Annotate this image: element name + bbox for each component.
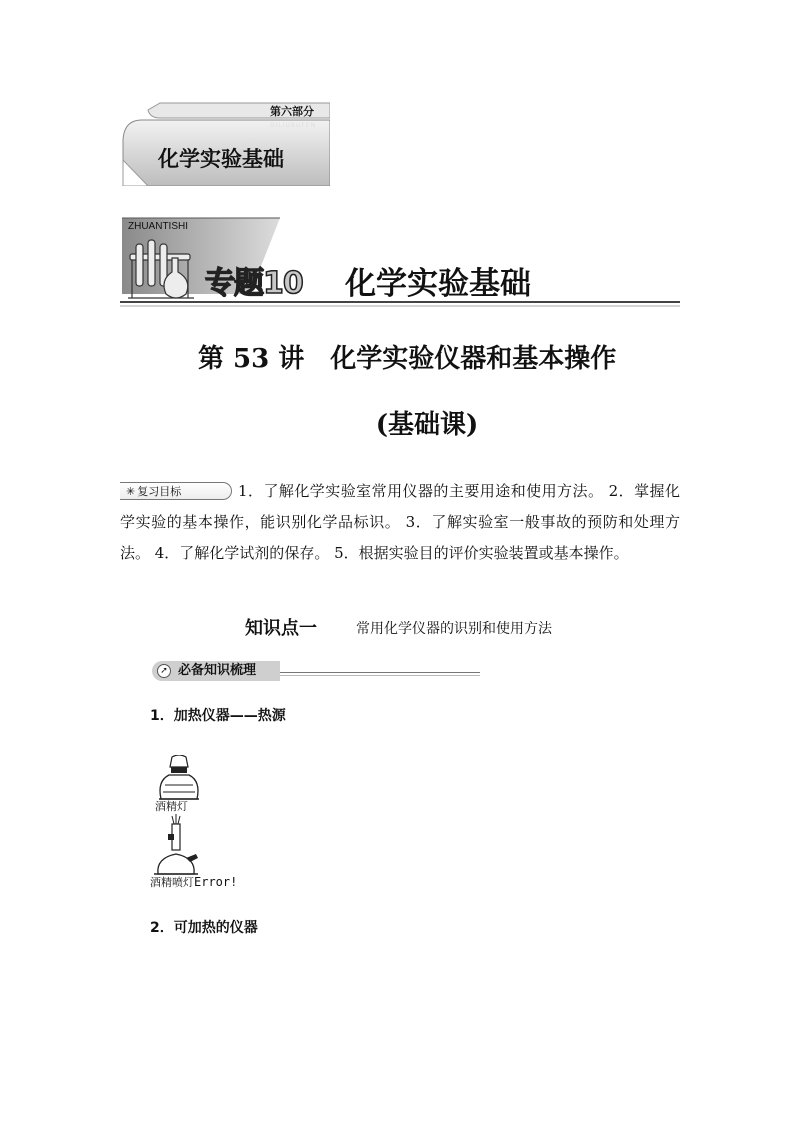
compass-icon: ➚ (157, 664, 171, 678)
knowledge-point-subheading: 常用化学仪器的识别和使用方法 (356, 621, 552, 637)
alcohol-blowtorch-caption-text: 酒精喷灯 (150, 876, 194, 889)
section-tag (152, 661, 280, 681)
lecture-title: 第 53 讲 化学实验仪器和基本操作 (198, 344, 617, 374)
topic-pinyin: ZHUANTISHI (128, 221, 188, 232)
alcohol-lamp-icon (155, 755, 205, 801)
alcohol-lamp-caption: 酒精灯 (155, 800, 188, 813)
heading-heating-instruments: 1．加热仪器——热源 (150, 708, 286, 724)
alcohol-blowtorch-caption (150, 874, 237, 890)
sparkle-icon: ✳ (126, 485, 136, 498)
section-rule (280, 672, 480, 673)
review-goals-tag-label: 复习目标 (137, 485, 182, 498)
part-banner (120, 100, 330, 186)
topic-number: 专题10 (205, 266, 303, 301)
topic-title: 化学实验基础 (345, 266, 531, 302)
error-text: Error! (194, 875, 238, 889)
part-title: 化学实验基础 (158, 147, 284, 171)
review-goals (120, 476, 680, 569)
review-goals-text: 1．了解化学实验室常用仪器的主要用途和使用方法。 2．掌握化学实验的基本操作，能识别化学品标识。 3．了解实验室一般事故的预防和处理方法。 4．了解化学试剂的保存。 5．根据实验目的评价实验装置或基本操作。 (120, 482, 680, 562)
part-label: 第六部分 (270, 105, 314, 118)
section-tag-label: 必备知识梳理 (178, 663, 257, 678)
topic-header (120, 214, 680, 310)
alcohol-blowtorch-icon (150, 812, 202, 876)
review-goals-tag (120, 482, 232, 500)
lecture-subtitle: (基础课) (375, 410, 479, 440)
knowledge-point-heading: 知识点一 (245, 618, 317, 639)
part-pinyin: DILIUBUFEN (270, 122, 317, 129)
heading-heatable-instruments: 2．可加热的仪器 (150, 920, 258, 936)
section-rule-secondary (280, 675, 480, 676)
